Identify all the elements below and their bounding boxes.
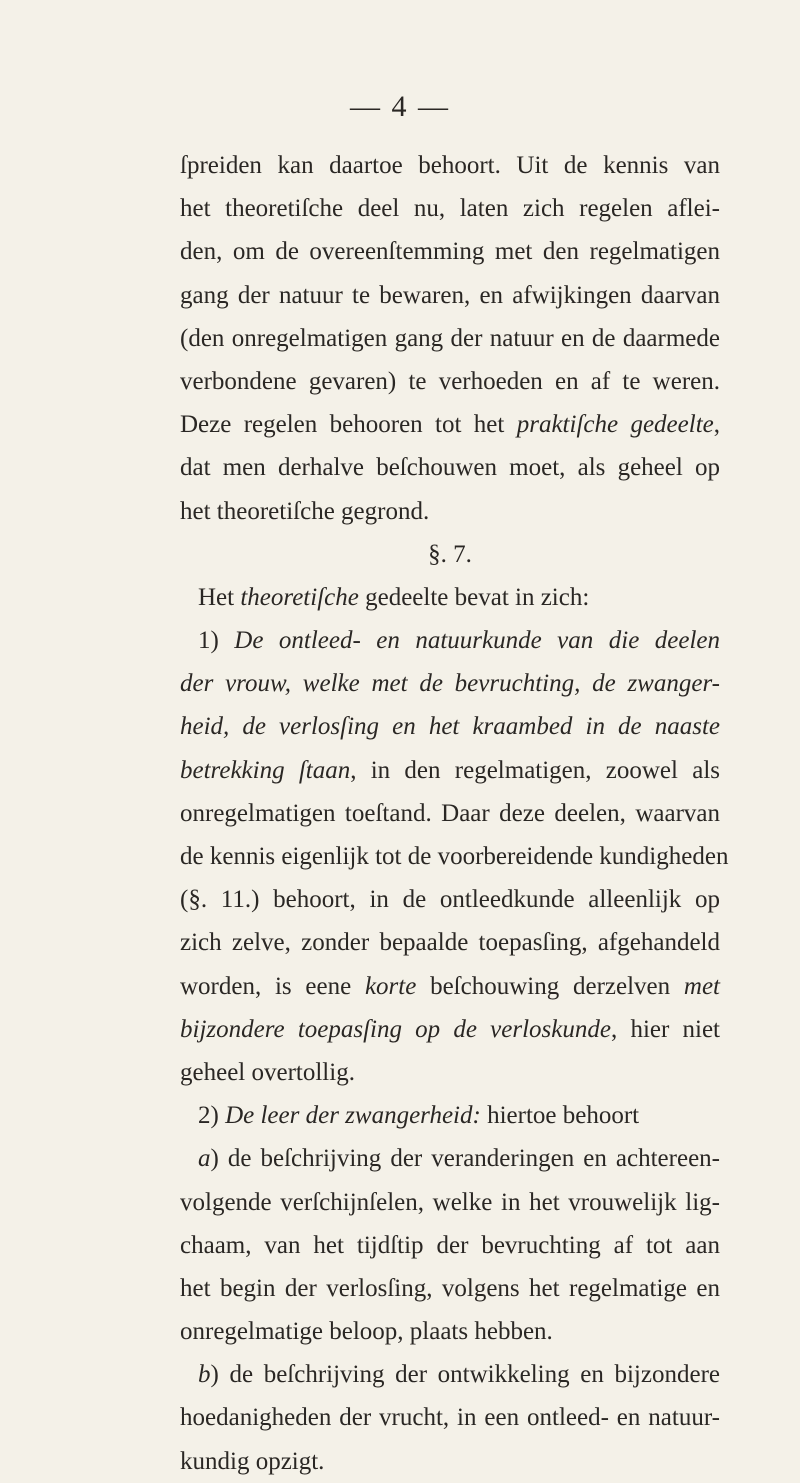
text-segment: volgende verſchijnſelen, welke in het vrouwelijk lig- (180, 1188, 720, 1216)
body-text (180, 144, 729, 1483)
text-segment: chaam, van het tijdſtip der bevruchting af tot aan (180, 1231, 720, 1259)
italic-segment: praktiſche gedeelte (516, 411, 714, 439)
italic-segment: De ontleed- en natuurkunde van die deelen (234, 627, 720, 655)
text-line (180, 835, 729, 878)
text-line (180, 317, 720, 360)
text-segment: hoedanigheden der vrucht, in een ontleed- en natuur- (180, 1404, 720, 1432)
text-segment: verbondene gevaren) te verhoeden en af te weren. (180, 367, 720, 395)
text-segment: Deze regelen behooren tot het (180, 411, 517, 439)
text-segment: 2) (198, 1102, 226, 1130)
text-line (180, 965, 720, 1008)
text-segment: het begin der verlosſing, volgens het regelmatige en (180, 1274, 720, 1302)
italic-segment: met (683, 972, 720, 1000)
text-line (180, 187, 720, 230)
text-segment: ) de beſchrijving der veranderingen en achtereen- (210, 1145, 720, 1173)
text-segment: de kennis eigenlijk tot de voorbereidende kundigheden (180, 843, 729, 870)
text-line (180, 1310, 720, 1353)
italic-segment: De leer der zwangerheid: (225, 1102, 481, 1130)
text-segment: hiertoe behoort (480, 1102, 640, 1130)
text-line (180, 1094, 720, 1137)
text-segment: Het (198, 583, 241, 611)
text-line (180, 576, 720, 619)
text-segment: , hier niet (610, 1015, 720, 1043)
text-line (180, 446, 720, 489)
text-segment: worden, is eene (180, 972, 365, 1000)
text-segment: (§. 11.) behoort, in de ontleedkunde alleenlijk op (180, 886, 720, 914)
text-segment: het theoretiſche gegrond. (180, 497, 430, 525)
italic-segment: theoretiſche (240, 583, 359, 611)
text-segment: dat men derhalve beſchouwen moet, als geheel op (180, 454, 720, 482)
italic-segment: der vrouw, welke met de bevruchting, de zwanger- (180, 670, 720, 698)
text-line (180, 705, 720, 748)
text-line (180, 490, 720, 533)
text-segment: onregelmatige beloop, plaats hebben. (180, 1318, 553, 1346)
text-segment: het theoretiſche deel nu, laten zich regelen aflei- (180, 195, 720, 223)
text-segment: zich zelve, zonder bepaalde toepasſing, afgehandeld (180, 929, 720, 957)
text-line (180, 403, 720, 446)
text-line (180, 360, 720, 403)
page-number: — 4 — (350, 90, 450, 123)
text-line (180, 1353, 720, 1396)
text-line (180, 1008, 720, 1051)
text-line (180, 1224, 720, 1267)
italic-segment: a (198, 1145, 211, 1173)
text-segment: beſchouwing derzelven (416, 972, 684, 1000)
text-segment: , in den regelmatigen, zoowel als (350, 756, 720, 784)
text-line (180, 1181, 720, 1224)
text-segment: kundig opzigt. (180, 1447, 325, 1475)
text-segment: onregelmatigen toeſtand. Daar deze deelen, waarvan (180, 799, 720, 827)
text-segment: 1) (198, 627, 235, 655)
text-line (180, 144, 720, 187)
text-segment: (den onregelmatigen gang der natuur en de daarmede (180, 324, 720, 352)
text-segment: , (713, 411, 720, 439)
section-heading (180, 533, 720, 576)
text-line (180, 662, 720, 705)
italic-segment: b (198, 1361, 211, 1389)
text-segment: gedeelte bevat in zich: (358, 583, 590, 611)
text-line (180, 619, 720, 662)
text-segment: geheel overtollig. (180, 1058, 355, 1086)
text-segment: gang der natuur te bewaren, en afwijkingen daarvan (180, 281, 720, 309)
text-line (180, 792, 720, 835)
italic-segment: heid, de verlosſing en het kraambed in de naaste (180, 713, 720, 741)
text-segment: den, om de overeenſtemming met den regelmatigen (180, 238, 720, 266)
italic-segment: betrekking ſtaan (180, 756, 351, 784)
text-line (180, 1267, 720, 1310)
text-line (180, 921, 720, 964)
text-line (180, 878, 720, 921)
text-segment: ) de beſchrijving der ontwikkeling en bijzondere (210, 1361, 720, 1389)
text-line (180, 749, 720, 792)
text-line (180, 1440, 720, 1483)
italic-segment: korte (364, 972, 417, 1000)
text-line (180, 274, 720, 317)
text-segment: §. 7. (428, 540, 472, 568)
text-segment: ſpreiden kan daartoe behoort. Uit de kennis van (180, 152, 720, 179)
text-line (180, 1051, 720, 1094)
text-line (180, 1396, 720, 1439)
italic-segment: bijzondere toepasſing op de verloskunde (180, 1015, 611, 1043)
text-line (180, 1137, 720, 1180)
text-line (180, 230, 720, 273)
